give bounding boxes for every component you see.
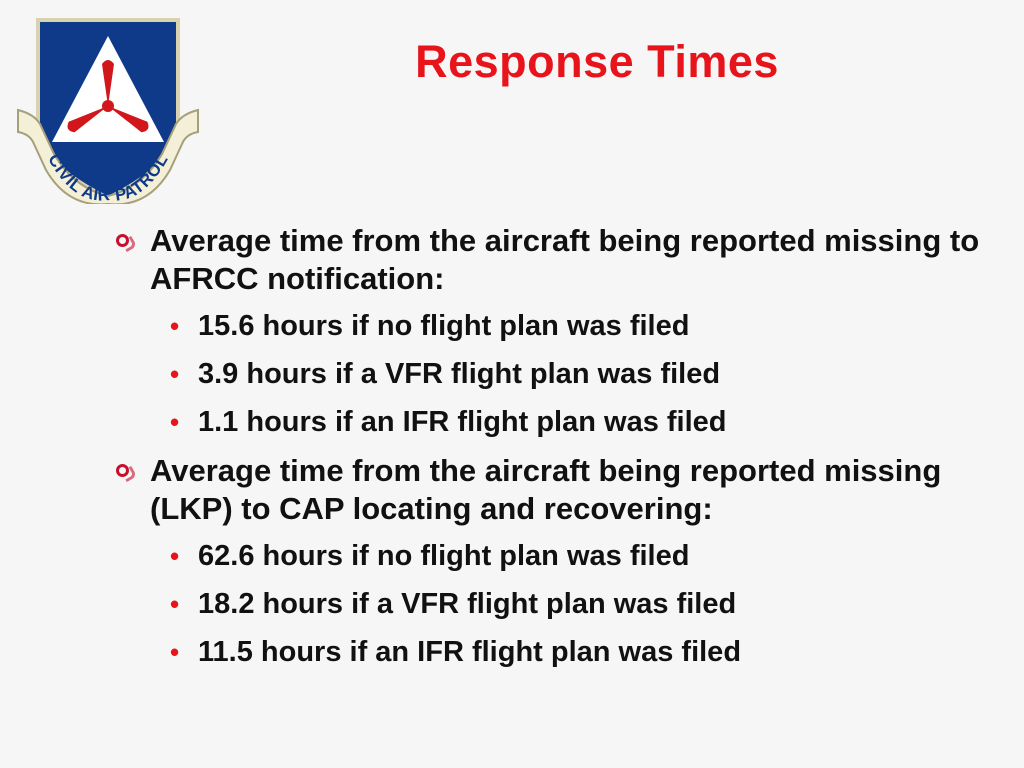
bullet-text: Average time from the aircraft being reported missing to AFRCC notification: xyxy=(150,223,980,296)
sub-bullet-text: 18.2 hours if a VFR flight plan was filed xyxy=(198,588,737,620)
bullet-dot-icon: • xyxy=(170,407,180,437)
bullet-marker-icon xyxy=(116,234,129,247)
bullet-dot-icon: • xyxy=(170,589,180,619)
sub-bullet-2-1 xyxy=(112,538,992,574)
sub-bullet-2-3 xyxy=(112,634,992,670)
sub-bullet-1-2 xyxy=(112,356,992,392)
bullet-dot-icon: • xyxy=(170,637,180,667)
sub-bullet-1-3 xyxy=(112,404,992,440)
bullet-2 xyxy=(112,452,992,528)
slide-content xyxy=(112,222,992,682)
page-title: Response Times xyxy=(415,36,779,87)
bullet-dot-icon: • xyxy=(170,359,180,389)
sub-bullet-text: 15.6 hours if no flight plan was filed xyxy=(198,310,690,342)
sub-bullet-text: 62.6 hours if no flight plan was filed xyxy=(198,540,690,572)
sub-bullet-2-2 xyxy=(112,586,992,622)
bullet-marker-icon xyxy=(116,464,129,477)
sub-bullet-text: 1.1 hours if an IFR flight plan was filed xyxy=(198,406,727,438)
logo-text: CIVIL AIR PATROL xyxy=(44,150,172,204)
bullet-1 xyxy=(112,222,992,298)
bullet-dot-icon: • xyxy=(170,541,180,571)
sub-bullet-1-1 xyxy=(112,308,992,344)
sub-bullet-text: 3.9 hours if a VFR flight plan was filed xyxy=(198,358,721,390)
sub-bullet-text: 11.5 hours if an IFR flight plan was filed xyxy=(198,636,742,668)
bullet-text: Average time from the aircraft being reported missing (LKP) to CAP locating and recovering: xyxy=(150,453,942,526)
bullet-dot-icon: • xyxy=(170,311,180,341)
